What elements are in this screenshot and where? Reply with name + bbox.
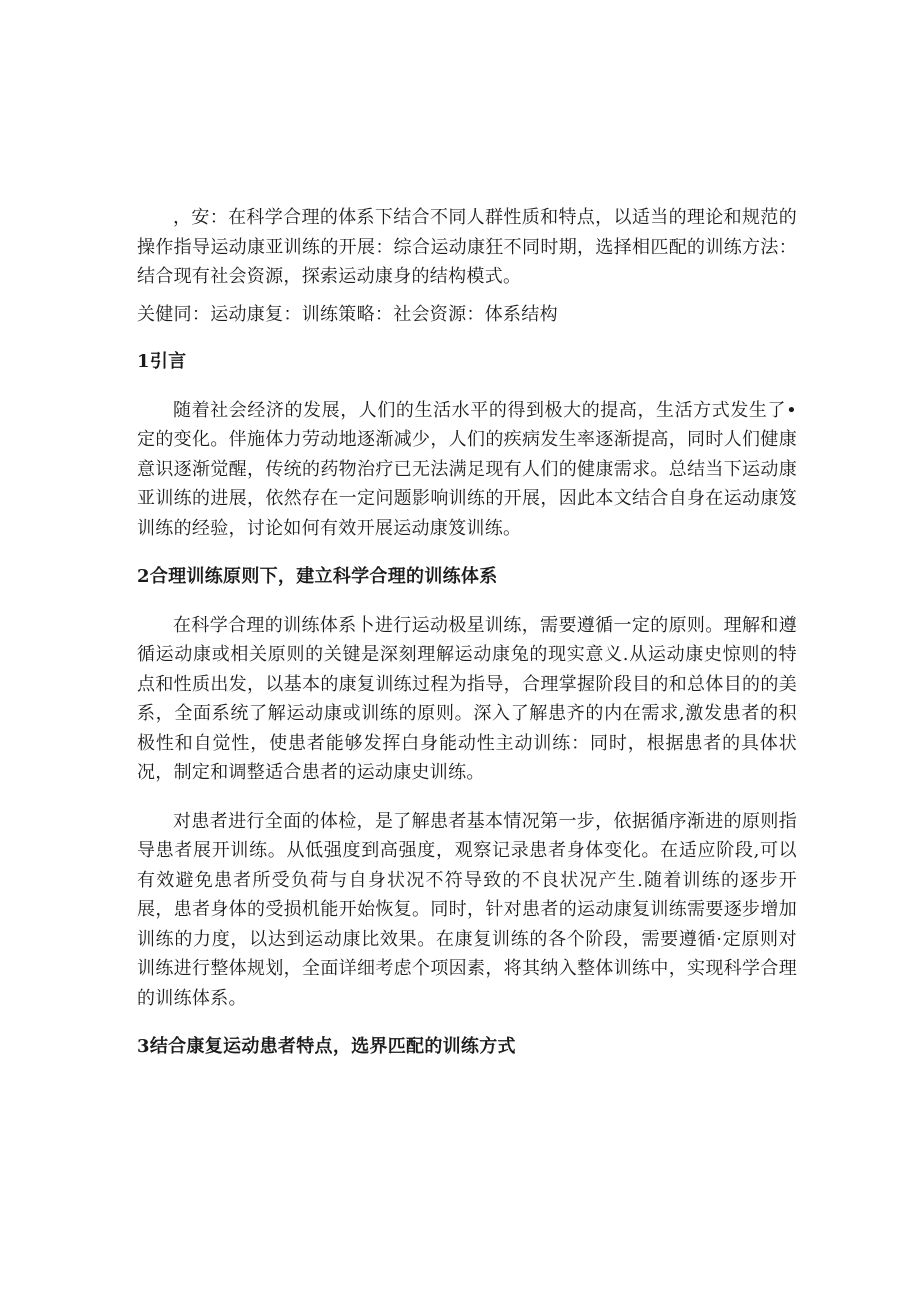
section-heading-training-system: 2合理训练原则下，建立科学合理的训练体系 xyxy=(137,566,498,587)
section-heading-training-methods: 3结合康复运动患者特点，选界匹配的训练方式 xyxy=(137,1036,516,1057)
section-heading-introduction: 1引言 xyxy=(137,351,187,372)
introduction-paragraph: 随着社会经济的发展，人们的生活水平的得到极大的提高，生活方式发生了•定的变化。伴施体力劳动地逐渐减少，人们的疾病发生率逐渐提高，同时人们健康意识逐渐觉醒，传统的药物治疗已无法满足现有人们的健康需求。总结当下运动康亚训练的进展，依然存在一定问题影响训练的开展，因此本文结合自身在运动康笈训练的经验，讨论如何有效开展运动康笈训练。 xyxy=(137,399,797,539)
abstract-paragraph: ，安：在科学合理的体系下结合不同人群性质和特点，以适当的理论和规范的操作指导运动康亚训练的开展：综合运动康狂不同时期，选择相匹配的训练方法：结合现有社会资源，探索运动康身的结构模式。 xyxy=(137,207,797,287)
keywords-line xyxy=(137,300,797,330)
document-body xyxy=(137,203,797,1081)
keywords-text: 运动康复：训练策略：社会资源：体系结构 xyxy=(210,303,558,325)
keywords-label: 关健同： xyxy=(137,303,211,325)
training-system-paragraph-1: 在科学合理的训练体系卜进行运动极星训练，需要遵循一定的原则。理解和遵循运动康或相关原则的关键是深刻理解运动康兔的现实意义.从运动康史惊则的特点和性质出发，以基本的康复训练过程为指导，合理掌握阶段目的和总体目的的美系，全面系统了解运动康或训练的原则。深入了解患齐的内在需求,激发患者的积极性和自觉性，使患者能够发挥白身能动性主动训练：同时，根据患者的具体状况，制定和调整适合患者的运动康史训练。 xyxy=(137,614,797,783)
training-system-paragraph-2: 对患者进行全面的体检，是了解患者基本情况第一步，依据循序渐进的原则指导患者展开训练。从低强度到高强度，观察记录患者身体变化。在适应阶段,可以有效避免患者所受负荷与自身状况不符导致的不良状况产生.随着训练的逐步开展，患者身体的受损机能开始恢复。同时，针对患者的运动康复训练需要逐步增加训练的力度，以达到运动康比效果。在康复训练的各个阶段，需要遵循·定原则对训练进行整体规划，全面详细考虑个项因素，将其纳入整体训练中，实现科学合理的训练体系。 xyxy=(137,810,797,1009)
